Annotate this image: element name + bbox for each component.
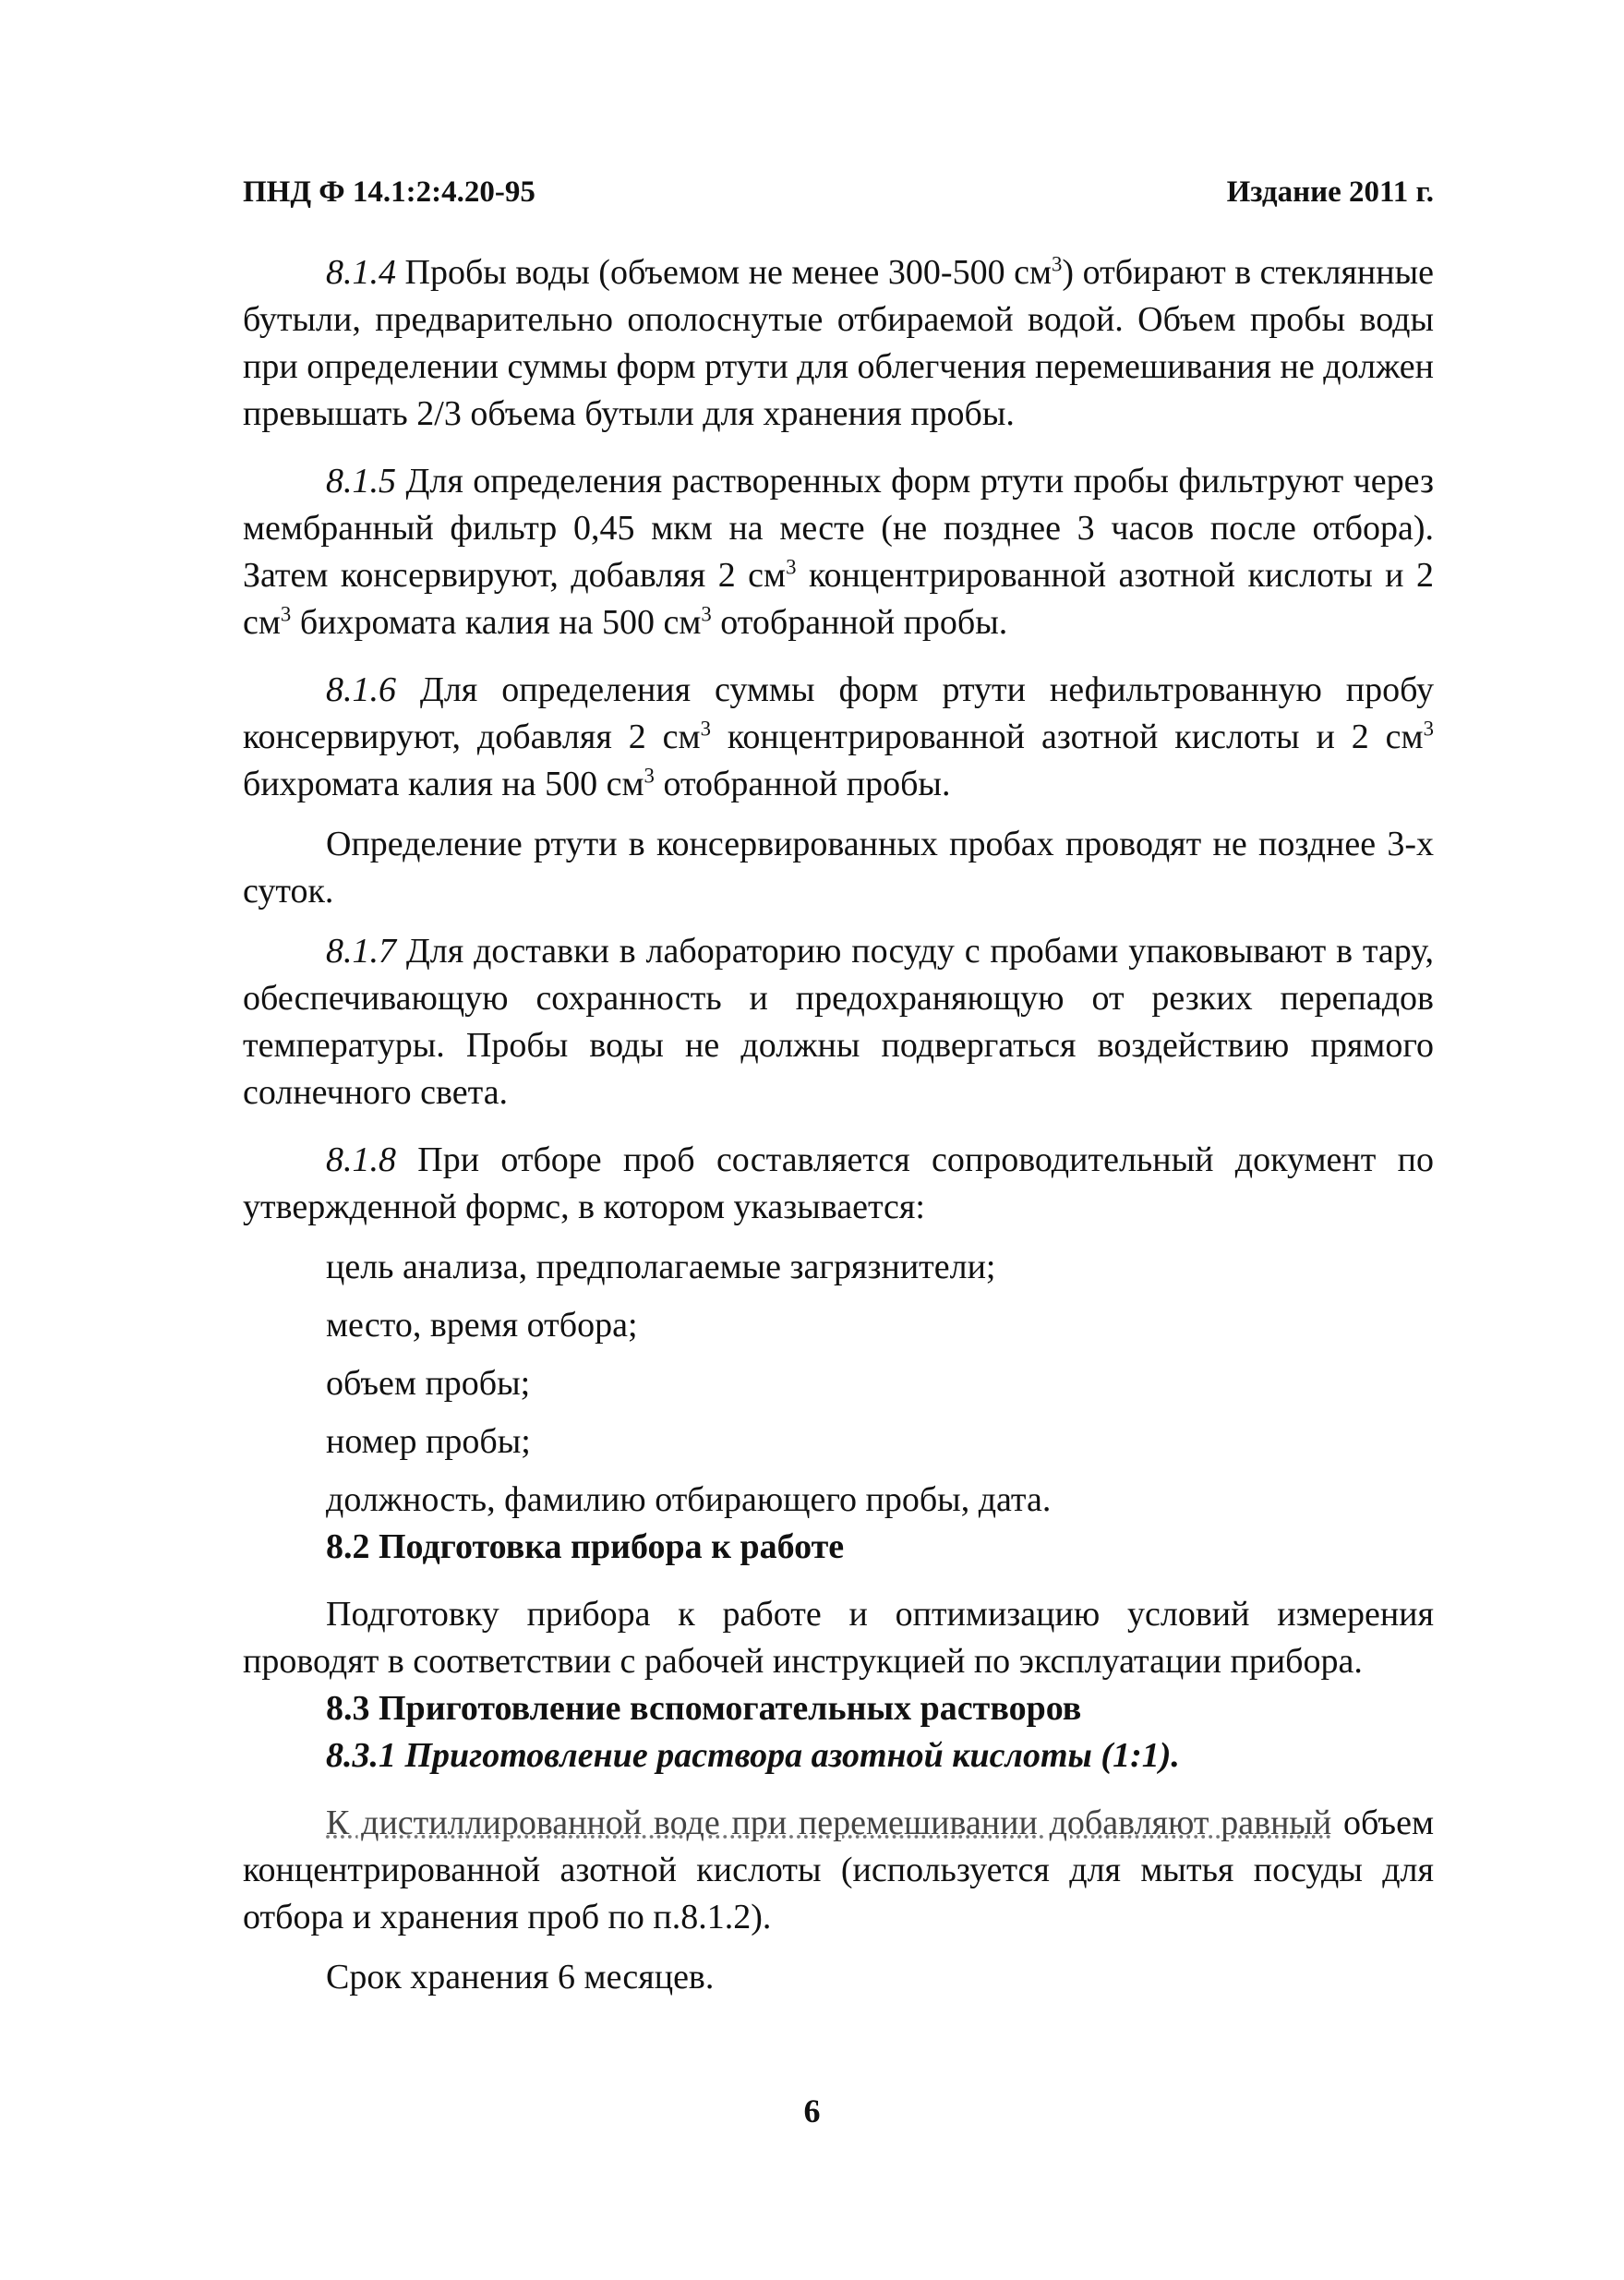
paragraph-text: отобранной пробы. xyxy=(654,765,951,803)
edition-label: Издание 2011 г. xyxy=(1226,175,1434,209)
document-code: ПНД Ф 14.1:2:4.20-95 xyxy=(243,175,535,209)
list-item: место, время отбора; xyxy=(326,1306,638,1345)
clause-number: 8.1.4 xyxy=(326,253,396,292)
paragraph-text: отобранной пробы. xyxy=(711,603,1008,642)
paragraph-text: концентрированной азотной кислоты и 2 см xyxy=(710,718,1424,756)
paragraph-8-1-7 xyxy=(243,928,1434,1116)
clause-number: 8.1.8 xyxy=(326,1140,396,1179)
paragraph-text: объем концентрированной азотной кислоты (используется для мытья посуды для отбора и хранения проб по п.8.1.2). xyxy=(243,1803,1434,1936)
superscript: 3 xyxy=(280,602,292,626)
superscript: 3 xyxy=(700,717,711,741)
superscript: 3 xyxy=(786,555,797,579)
paragraph-text: концентрированной азотной кислоты и 2 см xyxy=(243,556,1434,642)
superscript: 3 xyxy=(1423,717,1434,741)
clause-number: 8.1.7 xyxy=(326,932,396,971)
list-item: цель анализа, предполагаемые загрязнители; xyxy=(326,1248,996,1286)
section-heading-8-3-1: 8.3.1 Приготовление раствора азотной кислоты (1:1). xyxy=(326,1736,1180,1775)
paragraph-8-3-1 xyxy=(243,1800,1434,1941)
paragraph-8-1-4 xyxy=(243,249,1434,438)
paragraph-text: бихромата калия на 500 см xyxy=(243,765,644,803)
clause-number: 8.1.6 xyxy=(326,670,396,709)
document-body xyxy=(243,249,1434,2001)
section-heading-8-3: 8.3 Приготовление вспомогательных растворов xyxy=(326,1689,1082,1728)
paragraph-text: Для определения суммы форм ртути нефильтрованную пробу консервируют, добавляя 2 см xyxy=(243,670,1434,756)
list-item: должность, фамилию отбирающего пробы, дата. xyxy=(326,1480,1052,1519)
section-heading-8-2: 8.2 Подготовка прибора к работе xyxy=(326,1527,845,1566)
paragraph-storage-term: Срок хранения 6 месяцев. xyxy=(326,1958,715,1997)
paragraph-text: При отборе проб составляется сопроводительный документ по утвержденной формс, в котором указывается: xyxy=(243,1140,1434,1226)
paragraph-text: Для определения растворенных форм ртути пробы фильтруют через мембранный фильтр 0,45 мкм на месте (не позднее 3 часов после отбора). Затем консервируют, добавляя 2 см xyxy=(243,462,1434,595)
superscript: 3 xyxy=(644,764,655,788)
superscript: 3 xyxy=(1052,252,1063,276)
paragraph-text: Пробы воды (объемом не менее 300-500 см xyxy=(396,253,1053,292)
paragraph-8-1-8 xyxy=(243,1137,1434,1231)
clause-number: 8.1.5 xyxy=(326,462,396,501)
paragraph-8-1-5 xyxy=(243,458,1434,646)
page-number: 6 xyxy=(803,2093,821,2129)
faded-text: К дистиллированной воде при перемешивании добавляют равный xyxy=(326,1803,1332,1842)
list-item: объем пробы; xyxy=(326,1364,531,1403)
superscript: 3 xyxy=(701,602,712,626)
paragraph-text: бихромата калия на 500 см xyxy=(291,603,702,642)
paragraph-8-2: Подготовку прибора к работе и оптимизацию условий измерения проводят в соответствии с рабочей инструкцией по эксплуатации прибора. xyxy=(243,1595,1434,1681)
paragraph-text: ) отбирают в стеклянные бутыли, предварительно ополоснутые отбираемой водой. Объем пробы воды при определении суммы форм ртути для облегчения перемешивания не должен превышать 2/3 объема бутыли для хранения пробы. xyxy=(243,253,1434,433)
paragraph-text: Для доставки в лабораторию посуду с пробами упаковывают в тару, обеспечивающую сохранность и предохраняющую от резких перепадов температуры. Пробы воды не должны подвергаться воздействию прямого солнечного света. xyxy=(243,932,1434,1112)
document-fields-list xyxy=(243,1244,1434,1524)
paragraph-mercury-determination: Определение ртути в консервированных пробах проводят не позднее 3-х суток. xyxy=(243,825,1434,911)
list-item: номер пробы; xyxy=(326,1422,531,1461)
paragraph-8-1-6 xyxy=(243,667,1434,808)
page-header xyxy=(243,175,1434,217)
